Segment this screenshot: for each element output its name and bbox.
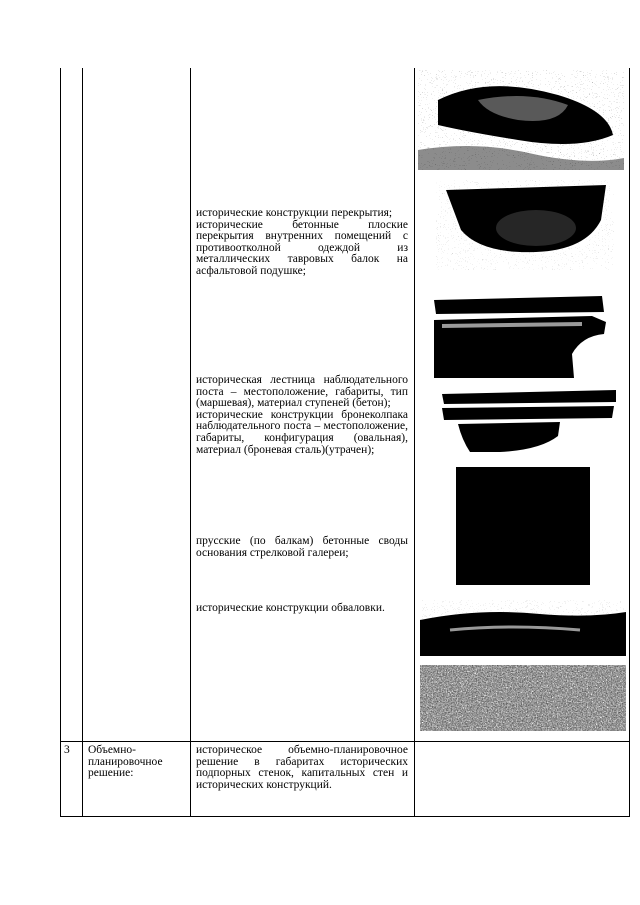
photo-ruin-overview (418, 70, 624, 170)
photo-staircase (440, 388, 620, 454)
photo-beam-detail (432, 294, 608, 378)
photo-gallery-vault (420, 600, 626, 656)
requirement-text-4: исторические конструкции обваловки. (196, 602, 385, 614)
requirement-text-2: историческая лестница наблюдательного поста – местоположение, габариты, тип (маршевая), материал ступеней (бетон); исторические конструкции бронеколпака наблюдательного поста – местоположение, габариты, конфигурация (овальная), материал (броневая сталь)(утрачен); (196, 374, 408, 456)
table-border-right (629, 68, 630, 817)
row-description: историческое объемно-планировочное решение в габаритах исторических подпорных стенок, капитальных стен и исторических конструкций. (196, 744, 408, 791)
row-number: 3 (64, 744, 70, 756)
table-border-bottom (60, 816, 630, 817)
table-border-left (60, 68, 61, 817)
table-row-separator (60, 741, 630, 742)
table-col-divider-1 (82, 68, 83, 817)
row-title: Объемно-планировочное решение: (88, 744, 163, 780)
requirement-text-3: прусские (по балкам) бетонные своды основания стрелковой галереи; (196, 535, 408, 559)
table-col-divider-3 (414, 68, 415, 817)
photo-ceiling-opening (436, 180, 614, 270)
table-col-divider-2 (190, 68, 191, 817)
photo-armored-cap (456, 467, 590, 585)
requirement-text-1: исторические конструкции перекрытия; исторические бетонные плоские перекрытия внутренних помещений с противоотколной одеждой из металлических тавровых балок на асфальтовой подушке; (196, 207, 408, 277)
photo-embankment (420, 665, 626, 731)
